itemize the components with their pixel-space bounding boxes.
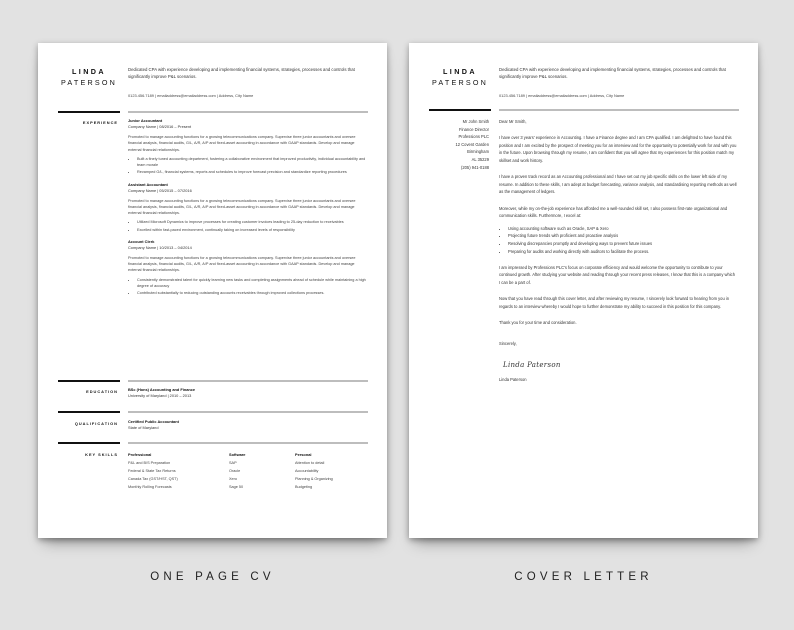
list-item: • Resolving discrepancies promptly and developing ways to prevent future issues [508,240,737,248]
qualification-title: Certified Public Accountant [128,419,179,424]
letter-body [499,118,737,383]
list-item: • Contributed substantially to reducing outstanding accounts receivables through improved collections processes. [137,290,368,296]
list-item: • Built a finely tuned accounting department, fostering a collaborative environment that improved productivity, individual accountability and team morale [137,156,368,168]
job-title: Junior Accountant [128,118,163,123]
paragraph: I have over 3 years' experience in Accounting. I have a Finance degree and I am CPA qualified. I am delighted to have found this position and I am excited by the prospect of meeting you for an interview and for the opportunity to potentially work for and with you in the future. Upon browsing through my resume, I am confident that you will agree that my experiences for this position match my skillset and work history. [499,135,737,163]
skills-professional-column [128,452,178,491]
job-description: Promoted to manage accounting functions for a growing telecommunications company. Supervise three junior accountants and oversee financial analysis, financial audits, G/L, A/R, A/P and fixed-asset accounting in accordance with GAAP standards. Develop and manage external financial relationships. [128,198,356,216]
rule-black [58,442,120,444]
cv-caption: ONE PAGE CV [150,571,275,583]
cv-first-name: LINDA [72,67,106,76]
skill-item: Accountability [295,469,319,473]
skill-item: Xero [229,477,238,481]
cover-letter-caption: COVER LETTER [514,571,653,583]
skills-heading: Personal [295,452,312,457]
recipient-address [429,118,489,171]
rule-grey [128,111,368,113]
list-item: • Excelled within fast-paced environment, continually taking on increased levels of responsibility [137,227,368,233]
signature: Linda Paterson [503,361,561,370]
recipient-line: Professions PLC [458,134,489,140]
list-item: • Consistently demonstrated talent for quickly learning new tasks and completing assignments ahead of schedule while maintaining a high degree of accuracy [137,277,368,289]
job-company: Company Name | 08/2016 – Present [128,124,192,129]
skills-software-column [229,452,245,491]
recipient-line: Finance Director [458,126,489,132]
recipient-line: 12 Covent Garden [455,141,489,147]
recipient-line: Mr John Smith [462,119,489,124]
skills-section [128,452,368,512]
letter-bullets [499,225,737,255]
skill-item: Canada Tax (GST/HST, QST) [128,477,178,481]
job-entry [128,239,368,297]
skills-heading: Professional [128,452,152,457]
cv-summary: Dedicated CPA with experience developing and implementing financial systems, strategies, processes and controls that significantly improve P&L scenarios. [128,67,355,80]
paragraph: Moreover, while my on-the-job experience has afforded me a well-rounded skill set, I also possess first-rate organizational and communication skills. Furthermore, I excel at: [499,205,728,219]
skill-item: Federal & State Tax Returns [128,469,176,473]
education-section [128,387,368,399]
paragraph: Thank you for your time and consideration. [499,319,577,325]
letter-name-block [429,67,491,87]
list-item: • Revamped G/L, financial systems, reports and schedules to improve forecast precision and standardize reporting procedures [137,169,368,175]
recipient-line: Birmingham [467,149,489,155]
education-label: EDUCATION [86,389,118,394]
list-item: • Using accounting software such as Oracle, SAP & Xero [508,225,737,233]
cv-page [38,43,387,538]
rule-black [58,411,120,413]
job-title: Account Clerk [128,238,155,244]
rule-grey [499,109,739,111]
rule-grey [128,442,368,444]
closing: Sincerely, [499,341,517,347]
job-title: Assistant Accountant [128,181,168,187]
list-item: • Preparing for audits and working directly with auditors to facilitate the process. [508,248,737,256]
letter-summary: Dedicated CPA with experience developing and implementing financial systems, strategies, processes and controls that significantly improve P&L scenarios. [499,67,726,80]
experience-label: EXPERIENCE [82,120,118,125]
list-item: • Projecting future trends with proficient and proactive analysis [508,232,737,240]
job-company: Company Name | 05/2015 – 07/2016 [128,187,192,193]
qualification-section [128,419,368,431]
skills-heading: Software [229,452,246,457]
skill-item: SAP [229,461,237,465]
recipient-line: AL 35229 [471,156,489,162]
paragraph: Now that you have read through this cover letter, and after reviewing my resume, I sincerely look forward to hearing from you in regards to an interview whereby I would hope to further demonstrate my ability to succeed in this position for this company. [499,296,730,309]
cv-contact: 0123.456.7189 | emailaddress@emailaddress.com | Address, City Name [128,93,254,98]
job-description: Promoted to manage accounting functions for a growing telecommunications company. Supervise three junior accountants and oversee financial analysis, financial audits, G/L, A/R, A/P and fixed-asset accounting in accordance with GAAP standards. Develop and manage external financial relationships. [128,255,356,273]
skill-item: Attention to detail [295,461,325,465]
job-entry [128,182,368,233]
job-company: Company Name | 10/2013 – 04/2014 [128,244,192,250]
skill-item: Monthly Rolling Forecasts [128,485,172,489]
salutation: Dear Mr Smith, [499,119,527,124]
cv-last-name: PATERSON [60,78,118,87]
skills-personal-column [295,452,333,491]
job-description: Promoted to manage accounting functions for a growing telecommunications company. Supervise three junior accountants and oversee financial analysis, financial audits, G/L, A/R, A/P and fixed-asset accounting in accordance with GAAP standards. Develop and manage external financial relationships. [128,135,356,152]
cv-name-block [58,67,120,87]
paragraph: I am impressed by Professions PLC's focus on corporate efficiency and would welcome the opportunity to contribute to your continued growth. After studying your website and reading through your recent press releases, I know that this is a company which I can be a part of. [499,264,735,285]
list-item: • Utilized Microsoft Dynamics to improve processes for creating customer invoices leading to 25-day reduction to receivables [137,219,368,225]
recipient-line: (205) 941-0188 [461,164,489,170]
key-skills-label: KEY SKILLS [85,452,118,457]
job-bullets [128,156,368,176]
skill-item: Sage 50 [229,485,244,489]
cover-letter-page [409,43,758,538]
rule-black [429,109,491,111]
job-bullets [128,219,368,232]
experience-section [128,118,368,302]
qualification-place: State of Maryland [128,425,159,430]
rule-black [58,380,120,382]
rule-black [58,111,120,113]
skill-item: Planning & Organizing [295,477,333,481]
qualification-label: QUALIFICATION [74,421,118,426]
letter-first-name: LINDA [443,67,477,76]
job-entry [128,118,368,176]
skill-item: Budgeting [295,485,313,489]
letter-contact: 0123.456.7189 | emailaddress@emailaddress.com | Address, City Name [499,93,625,98]
signed-name: Linda Paterson [499,376,527,382]
degree: BSc (Hons) Accounting and Finance [128,387,196,392]
paragraph: I have a proven track record as an Accounting professional and I have set out my job specific skills on the lower left side of my resume. In addition to these skills, I am adept at budget forecasting, variance analysis, and standardising reporting methods as well as the management of ledgers. [499,174,737,195]
skill-item: P&L and B/S Preparation [128,461,171,465]
job-bullets [128,277,368,297]
school: University of Maryland | 2010 – 2013 [128,393,192,398]
rule-grey [128,411,368,413]
skill-item: Oracle [229,469,241,473]
letter-last-name: PATERSON [431,78,489,87]
rule-grey [128,380,368,382]
